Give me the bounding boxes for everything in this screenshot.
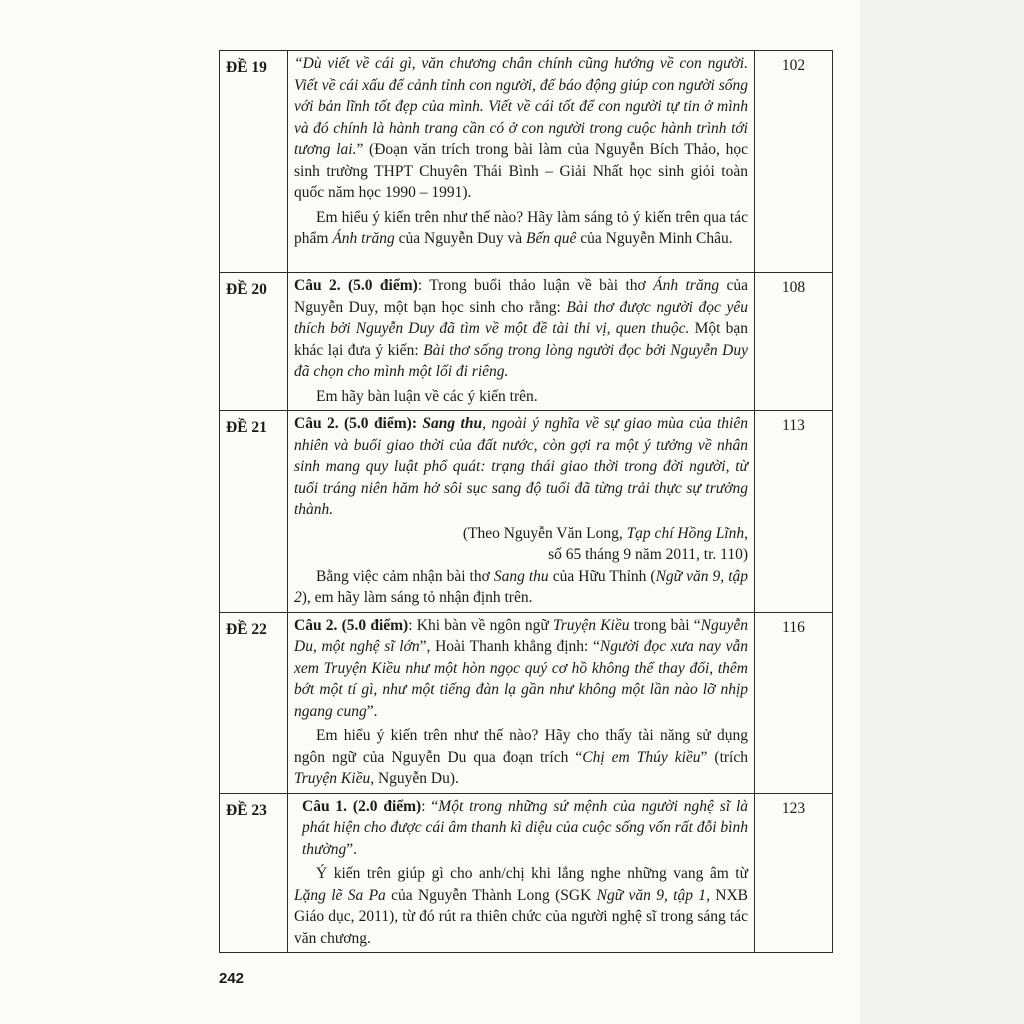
question-label: Câu 2. (5.0 điểm):	[294, 415, 417, 432]
facing-page-edge	[860, 0, 1024, 1024]
book-title: Ngữ văn 9, tập 2	[294, 567, 748, 606]
excerpt-title: Chị em Thúy kiều	[582, 748, 701, 766]
text: ”, Hoài Thanh khẳng định: “	[419, 638, 600, 655]
page-ref: 123	[755, 793, 833, 953]
exam-label: ĐỀ 21	[220, 411, 288, 613]
exam-label: ĐỀ 19	[220, 51, 288, 273]
paragraph	[294, 413, 748, 521]
paragraph	[294, 863, 748, 949]
work-title: Truyện Kiều	[552, 616, 630, 634]
table-row	[220, 411, 833, 613]
exam-content	[288, 411, 755, 613]
table-row	[220, 51, 833, 273]
text: Một bạn khác lại đưa ý kiến:	[294, 320, 748, 359]
book-title: Ngữ văn 9, tập 1	[596, 886, 707, 904]
paragraph	[294, 53, 748, 204]
work-title: Bến quê	[526, 230, 577, 247]
source-text: ” (Đoạn văn trích trong bài làm của Nguyễn Bích Thảo, học sinh trường THPT Chuyên Thái Bình – Giải Nhất học sinh giỏi toàn quốc năm học 1990 – 1991).	[294, 141, 748, 201]
essay-title: Nguyễn Du, một nghệ sĩ lớn	[294, 616, 748, 655]
paragraph	[294, 207, 748, 250]
work-title: Ánh trăng	[653, 277, 720, 294]
text: của Hữu Thỉnh (	[548, 567, 656, 585]
work-title: Sang thu	[422, 415, 483, 432]
exam-content	[288, 51, 755, 273]
question-label: Câu 2. (5.0 điểm)	[294, 616, 409, 634]
page-ref: 108	[755, 273, 833, 411]
text: ”.	[346, 840, 358, 858]
work-title: Lặng lẽ Sa Pa	[294, 886, 386, 904]
work-title: Truyện Kiều	[294, 770, 371, 787]
table-row	[220, 612, 833, 793]
text: Em hiểu ý kiến trên như thế nào? Hãy cho thấy tài năng sử dụng ngôn ngữ của Nguyễn Du qua đoạn trích “	[294, 727, 748, 766]
exam-content	[288, 612, 755, 793]
exam-label: ĐỀ 23	[220, 793, 288, 953]
paragraph	[294, 566, 748, 609]
paragraph	[294, 275, 748, 383]
quote-text: Một trong những sứ mệnh của người nghệ sĩ là phát hiện cho được cái âm thanh kì diệu của cuộc sống vốn rất đỗi bình thường	[302, 797, 749, 858]
table-row	[220, 793, 833, 953]
page-ref: 113	[755, 411, 833, 613]
exam-content	[288, 273, 755, 411]
table-row	[220, 273, 833, 411]
question-label: Câu 2. (5.0 điểm)	[294, 277, 418, 294]
paragraph	[294, 796, 748, 861]
journal-title: Tạp chí Hồng Lĩnh	[626, 524, 745, 542]
page-number: 242	[219, 970, 245, 987]
exam-label: ĐỀ 20	[220, 273, 288, 411]
text: của Nguyễn Duy, một bạn học sinh cho rằng:	[294, 277, 749, 316]
quote-text: Người đọc xưa nay vẫn xem Truyện Kiều như một hòn ngọc quý cơ hồ không thể thay đổi, thêm bớt một tí gì, như một tiếng đàn lạ gần như không một lần nào lỡ nhịp ngang cung	[294, 638, 749, 720]
text: (Theo Nguyễn Văn Long,	[462, 524, 627, 542]
quote-text: , ngoài ý nghĩa về sự giao mùa của thiên nhiên và buổi giao thời của đất nước, còn gợi ra một ý tưởng về nhân sinh mang quy luật phổ quát: trạng thái giao thời trong đời người, từ tuổi tráng niên hăm hở sôi sục sang độ tuổi đã từng trải thực sự trưởng thành.	[294, 415, 748, 518]
text: của Nguyễn Minh Châu.	[576, 230, 733, 247]
page-ref: 102	[755, 51, 833, 273]
page-ref: 116	[755, 612, 833, 793]
exam-table	[219, 50, 833, 953]
citation-line	[294, 523, 748, 545]
paragraph	[294, 725, 748, 790]
text: ,	[744, 524, 748, 542]
text: của Nguyễn Thành Long (SGK	[385, 886, 597, 904]
exam-content	[288, 793, 755, 953]
citation-line: số 65 tháng 9 năm 2011, tr. 110)	[548, 546, 748, 563]
question-label: Câu 1. (2.0 điểm)	[302, 797, 422, 815]
quote-text: “Dù viết về cái gì, văn chương chân chính cũng hướng về con người. Viết về cái xấu để cảnh tỉnh con người, để báo động giúp con người sống với bản lĩnh tốt đẹp của mình. Viết về cái tốt để con người tự tin ở mình và đó chính là hành trang cần có ở con người trong cuộc hành trình tới tương lai.	[294, 55, 748, 158]
text: : Khi bàn về ngôn ngữ	[408, 616, 553, 634]
text: Bằng việc cảm nhận bài thơ	[316, 567, 494, 585]
text: , Nguyễn Du).	[370, 770, 459, 787]
text: Em hiểu ý kiến trên như thế nào? Hãy làm sáng tỏ ý kiến trên qua tác phẩm	[294, 208, 748, 247]
quote-text: Bài thơ được người đọc yêu thích bởi Nguyễn Duy đã tìm về một đề tài thi vị, quen thuộc.	[294, 298, 748, 337]
text: , NXB Giáo dục, 2011), từ đó rút ra thiên chức của người nghệ sĩ trong sáng tác văn chương.	[294, 886, 748, 947]
paragraph	[294, 615, 748, 723]
text: Ý kiến trên giúp gì cho anh/chị khi lắng nghe những vang âm từ	[316, 865, 748, 882]
text: : “	[421, 797, 439, 815]
paragraph: Em hãy bàn luận về các ý kiến trên.	[316, 387, 538, 405]
text: ” (trích	[700, 748, 748, 766]
text: ”.	[366, 702, 378, 720]
text: : Trong buổi thảo luận về bài thơ	[417, 277, 654, 294]
text: của Nguyễn Duy và	[394, 230, 527, 247]
text: trong bài “	[629, 616, 701, 634]
quote-text: Bài thơ sống trong lòng người đọc bởi Nguyễn Duy đã chọn cho mình một lối đi riêng.	[294, 341, 748, 380]
work-title: Ánh trăng	[332, 230, 395, 247]
work-title: Sang thu	[493, 567, 549, 585]
text: ), em hãy làm sáng tỏ nhận định trên.	[301, 589, 533, 606]
exam-label: ĐỀ 22	[220, 612, 288, 793]
